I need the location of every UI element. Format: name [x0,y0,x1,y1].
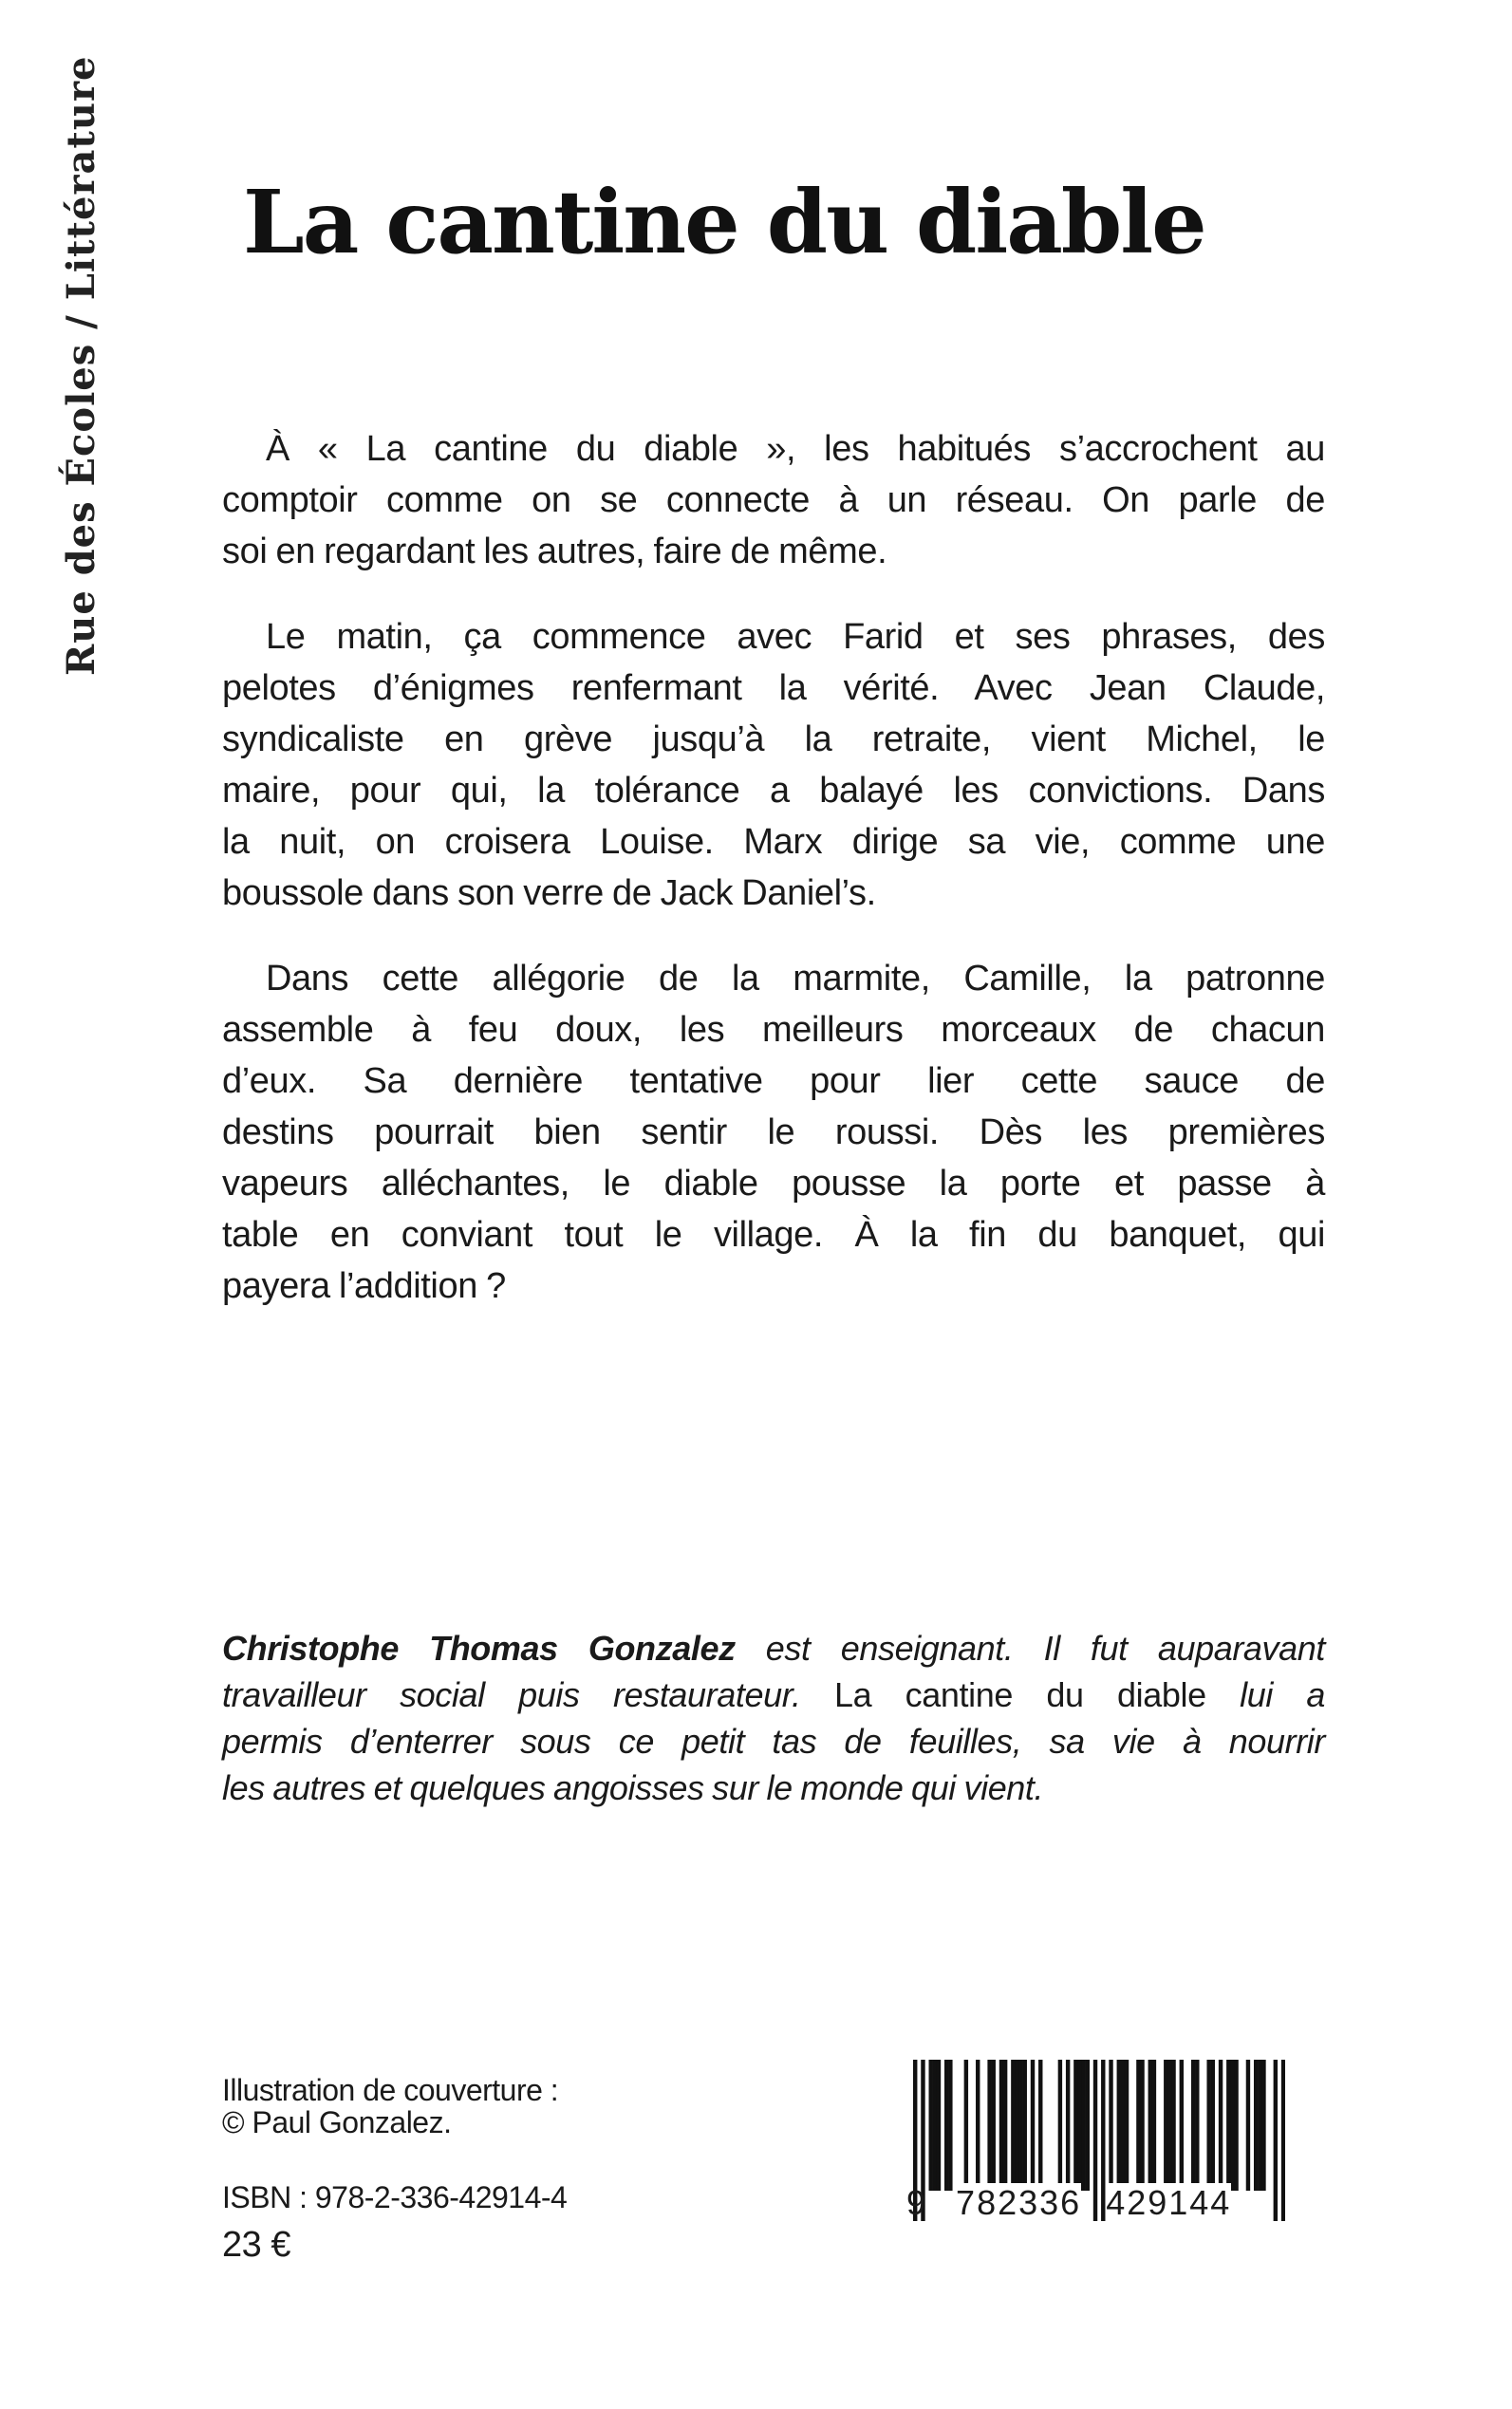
barcode-bar [1152,2060,1156,2191]
barcode-bar [1109,2060,1112,2191]
barcode-bar [1073,2060,1077,2191]
barcode-bar [1058,2060,1062,2191]
barcode-bar [1140,2060,1144,2191]
text-line: table en conviant tout le village. À la fin du banquet, qui [222,1215,1325,1255]
text-line: Dans cette allégorie de la marmite, Camille, la patronne [266,959,1325,999]
barcode-bar [1136,2060,1140,2191]
barcode-bar [1117,2060,1121,2191]
barcode-bar [929,2060,933,2191]
bio-book-title: La cantine du diable [800,1675,1241,1714]
barcode-bar [1219,2060,1223,2191]
barcode-bar [1281,2060,1285,2221]
barcode-bar [1246,2060,1250,2191]
text-line: la nuit, on croisera Louise. Marx dirige sa vie, comme une [222,822,1325,862]
author-name: Christophe Thomas Gonzalez [222,1629,736,1668]
barcode-bar [933,2060,937,2191]
bio-text: permis d’enterrer sous ce petit tas de feuilles, sa vie à nourrir [222,1722,1325,1761]
barcode-bar [964,2060,968,2191]
barcode-bar [1081,2060,1085,2191]
barcode-bar [1167,2060,1171,2191]
barcode-bar [1018,2060,1022,2191]
barcode-bar [1003,2060,1007,2191]
barcode-digits-left: 782336 [956,2183,1082,2222]
barcode-digits-right: 429144 [1106,2183,1232,2222]
barcode-bar [999,2060,1003,2191]
barcode-bar [1274,2060,1278,2221]
author-bio [222,1625,1325,1811]
barcode-bar [1077,2060,1081,2191]
barcode-bar [1011,2060,1015,2191]
barcode-bar [987,2060,991,2191]
text-line: comptoir comme on se connecte à un réseau. On parle de [222,480,1325,520]
text-line: maire, pour qui, la tolérance a balayé les convictions. Dans [222,771,1325,811]
barcode-bar [1261,2060,1265,2191]
barcode-bar [1258,2060,1261,2191]
barcode-bar [1211,2060,1215,2191]
bio-text: est enseignant. Il fut auparavant [735,1629,1325,1668]
barcode-bar [1031,2060,1035,2191]
text-line: payera l’addition ? [222,1266,506,1306]
text-line: Le matin, ça commence avec Farid et ses phrases, des [266,617,1325,657]
barcode-bar [1148,2060,1152,2191]
barcode-bar [1254,2060,1258,2191]
barcode-bar [992,2060,996,2191]
barcode-bar [1191,2060,1195,2191]
text-line: syndicaliste en grève jusqu’à la retraite, vient Michel, le [222,719,1325,759]
barcode-bar [1015,2060,1018,2191]
barcode-bar [1180,2060,1184,2191]
barcode-bar [976,2060,980,2191]
isbn: ISBN : 978-2-336-42914-4 [222,2180,568,2214]
barcode-bar [1164,2060,1167,2191]
barcode-bar [1023,2060,1027,2191]
barcode-bar [1086,2060,1090,2191]
barcode-bar [944,2060,948,2191]
text-line: d’eux. Sa dernière tentative pour lier cette sauce de [222,1061,1325,1101]
text-line: À « La cantine du diable », les habitués s’accrochent au [266,429,1325,469]
text-line: assemble à feu doux, les meilleurs morceaux de chacun [222,1010,1325,1050]
text-line: pelotes d’énigmes renfermant la vérité. Avec Jean Claude, [222,668,1325,708]
text-line: destins pourrait bien sentir le roussi. Dès les premières [222,1112,1325,1152]
price: 23 € [222,2225,290,2265]
barcode-bar [1230,2060,1234,2191]
bio-text: lui a [1240,1675,1326,1714]
spine-collection-label: Rue des Écoles / Littérature [59,55,103,676]
bio-text: les autres et quelques angoisses sur le monde qui vient. [222,1768,1044,1807]
barcode-bar [1066,2060,1070,2191]
illustration-credit-label: Illustration de couverture : [222,2073,559,2107]
text-line: boussole dans son verre de Jack Daniel’s. [222,873,876,913]
barcode-bar [1125,2060,1129,2191]
barcode-bar [1234,2060,1238,2191]
barcode-bar [948,2060,952,2191]
barcode-digits [906,2183,1231,2223]
barcode-bar [1226,2060,1230,2191]
blurb-paragraph-1 [222,423,1325,577]
barcode-bar [937,2060,941,2191]
illustration-credit-name: © Paul Gonzalez. [222,2105,452,2139]
barcode-bar [1171,2060,1175,2191]
blurb-paragraph-2 [222,611,1325,919]
barcode-digit-first: 9 [906,2183,928,2222]
barcode-bar [1038,2060,1042,2191]
bio-text: travailleur social puis restaurateur. [222,1675,801,1714]
barcode-bar [1121,2060,1125,2191]
barcode-bar [1195,2060,1199,2191]
blurb-paragraph-3 [222,953,1325,1312]
text-line: soi en regardant les autres, faire de même. [222,532,887,571]
text-line: vapeurs alléchantes, le diable pousse la porte et passe à [222,1164,1325,1204]
book-title: La cantine du diable [243,171,1205,273]
barcode-bar [1206,2060,1210,2191]
